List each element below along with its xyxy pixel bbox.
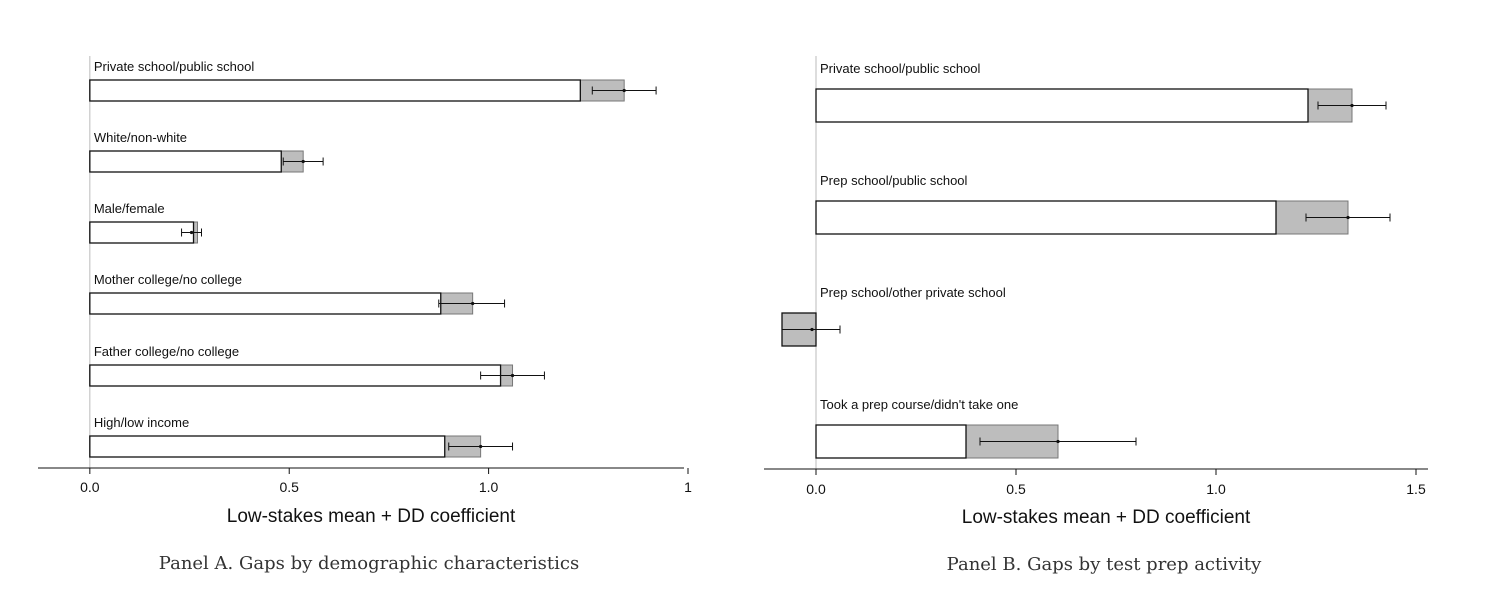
category-label: Father college/no college: [93, 344, 240, 359]
bar-white: [90, 80, 580, 101]
category-label: Private school/public school: [820, 61, 981, 76]
category-label: Private school/public school: [93, 59, 255, 74]
category-label: White/non-white: [93, 130, 188, 145]
panel-a: [38, 56, 692, 574]
panel-caption: Panel A. Gaps by demographic characteristics: [158, 553, 580, 574]
error-bar-point: [623, 89, 626, 92]
category-label: Took a prep course/didn't take one: [820, 397, 1019, 412]
bar-white: [90, 365, 501, 386]
category-label: Mother college/no college: [93, 272, 242, 287]
bar-white: [90, 151, 281, 172]
error-bar-point: [1346, 216, 1349, 219]
bar-white: [816, 201, 1276, 234]
error-bar-point: [511, 374, 514, 377]
bar-white: [90, 293, 441, 314]
error-bar-point: [479, 445, 482, 448]
x-tick-label: 0.0: [80, 479, 100, 495]
error-bar-point: [1350, 104, 1353, 107]
category-label: Male/female: [93, 201, 165, 216]
category-label: Prep school/other private school: [820, 285, 1006, 300]
x-tick-label: 0.0: [806, 481, 826, 497]
bar-white: [90, 436, 445, 457]
bar-white: [816, 89, 1308, 122]
bar-white: [816, 425, 966, 458]
x-tick-label: 1.0: [478, 479, 499, 495]
error-bar-point: [302, 160, 305, 163]
x-tick-label: 1.5: [1406, 481, 1426, 497]
error-bar-point: [190, 231, 193, 234]
panel-b: [764, 56, 1428, 575]
x-axis-title: Low-stakes mean + DD coefficient: [226, 506, 516, 527]
x-tick-label: 1.0: [1206, 481, 1226, 497]
x-tick-label: 1: [684, 479, 692, 495]
x-tick-label: 0.5: [279, 479, 299, 495]
bar-white: [90, 222, 194, 243]
error-bar-point: [1056, 440, 1059, 443]
x-tick-label: 0.5: [1006, 481, 1026, 497]
x-axis-title: Low-stakes mean + DD coefficient: [961, 507, 1251, 528]
error-bar-point: [471, 302, 474, 305]
category-label: Prep school/public school: [820, 173, 968, 188]
category-label: High/low income: [93, 415, 190, 430]
panel-caption: Panel B. Gaps by test prep activity: [946, 554, 1262, 575]
error-bar-point: [810, 328, 813, 331]
